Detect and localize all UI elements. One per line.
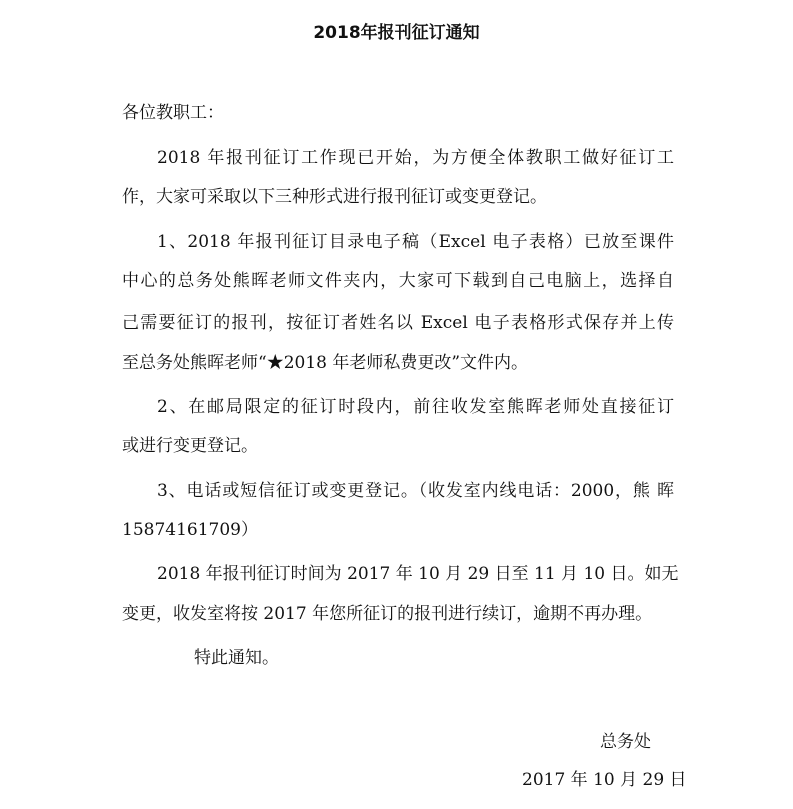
- body-line: 2018 年报刊征订时间为 2017 年 10 月 29 日至 11 月 10 日。如无: [157, 564, 679, 584]
- body-line: 作，大家可采取以下三种形式进行报刊征订或变更登记。: [122, 187, 547, 207]
- page-title: 2018年报刊征订通知: [313, 23, 480, 43]
- body-line: 2018 年报刊征订工作现已开始，为方便全体教职工做好征订工: [157, 148, 674, 168]
- signature-date: 2017 年 10 月 29 日: [522, 770, 687, 790]
- body-line: 己需要征订的报刊，按征订者姓名以 Excel 电子表格形式保存并上传: [122, 313, 674, 333]
- body-line: 中心的总务处熊晖老师文件夹内，大家可下载到自己电脑上，选择自: [122, 271, 674, 291]
- body-line: 1、2018 年报刊征订目录电子稿（Excel 电子表格）已放至课件: [157, 232, 674, 252]
- closing-text: 特此通知。: [194, 648, 279, 668]
- body-line: 至总务处熊晖老师“★2018 年老师私费更改”文件内。: [122, 353, 529, 373]
- greeting: 各位教职工：: [122, 103, 224, 123]
- body-line: 2、在邮局限定的征订时段内，前往收发室熊晖老师处直接征订: [157, 397, 674, 417]
- body-line: 变更，收发室将按 2017 年您所征订的报刊进行续订，逾期不再办理。: [122, 604, 653, 624]
- body-line: 3、电话或短信征订或变更登记。（收发室内线电话：2000，熊 晖: [157, 481, 674, 501]
- body-line: 或进行变更登记。: [122, 436, 258, 456]
- signature-department: 总务处: [600, 732, 651, 752]
- body-line: 15874161709）: [122, 520, 258, 540]
